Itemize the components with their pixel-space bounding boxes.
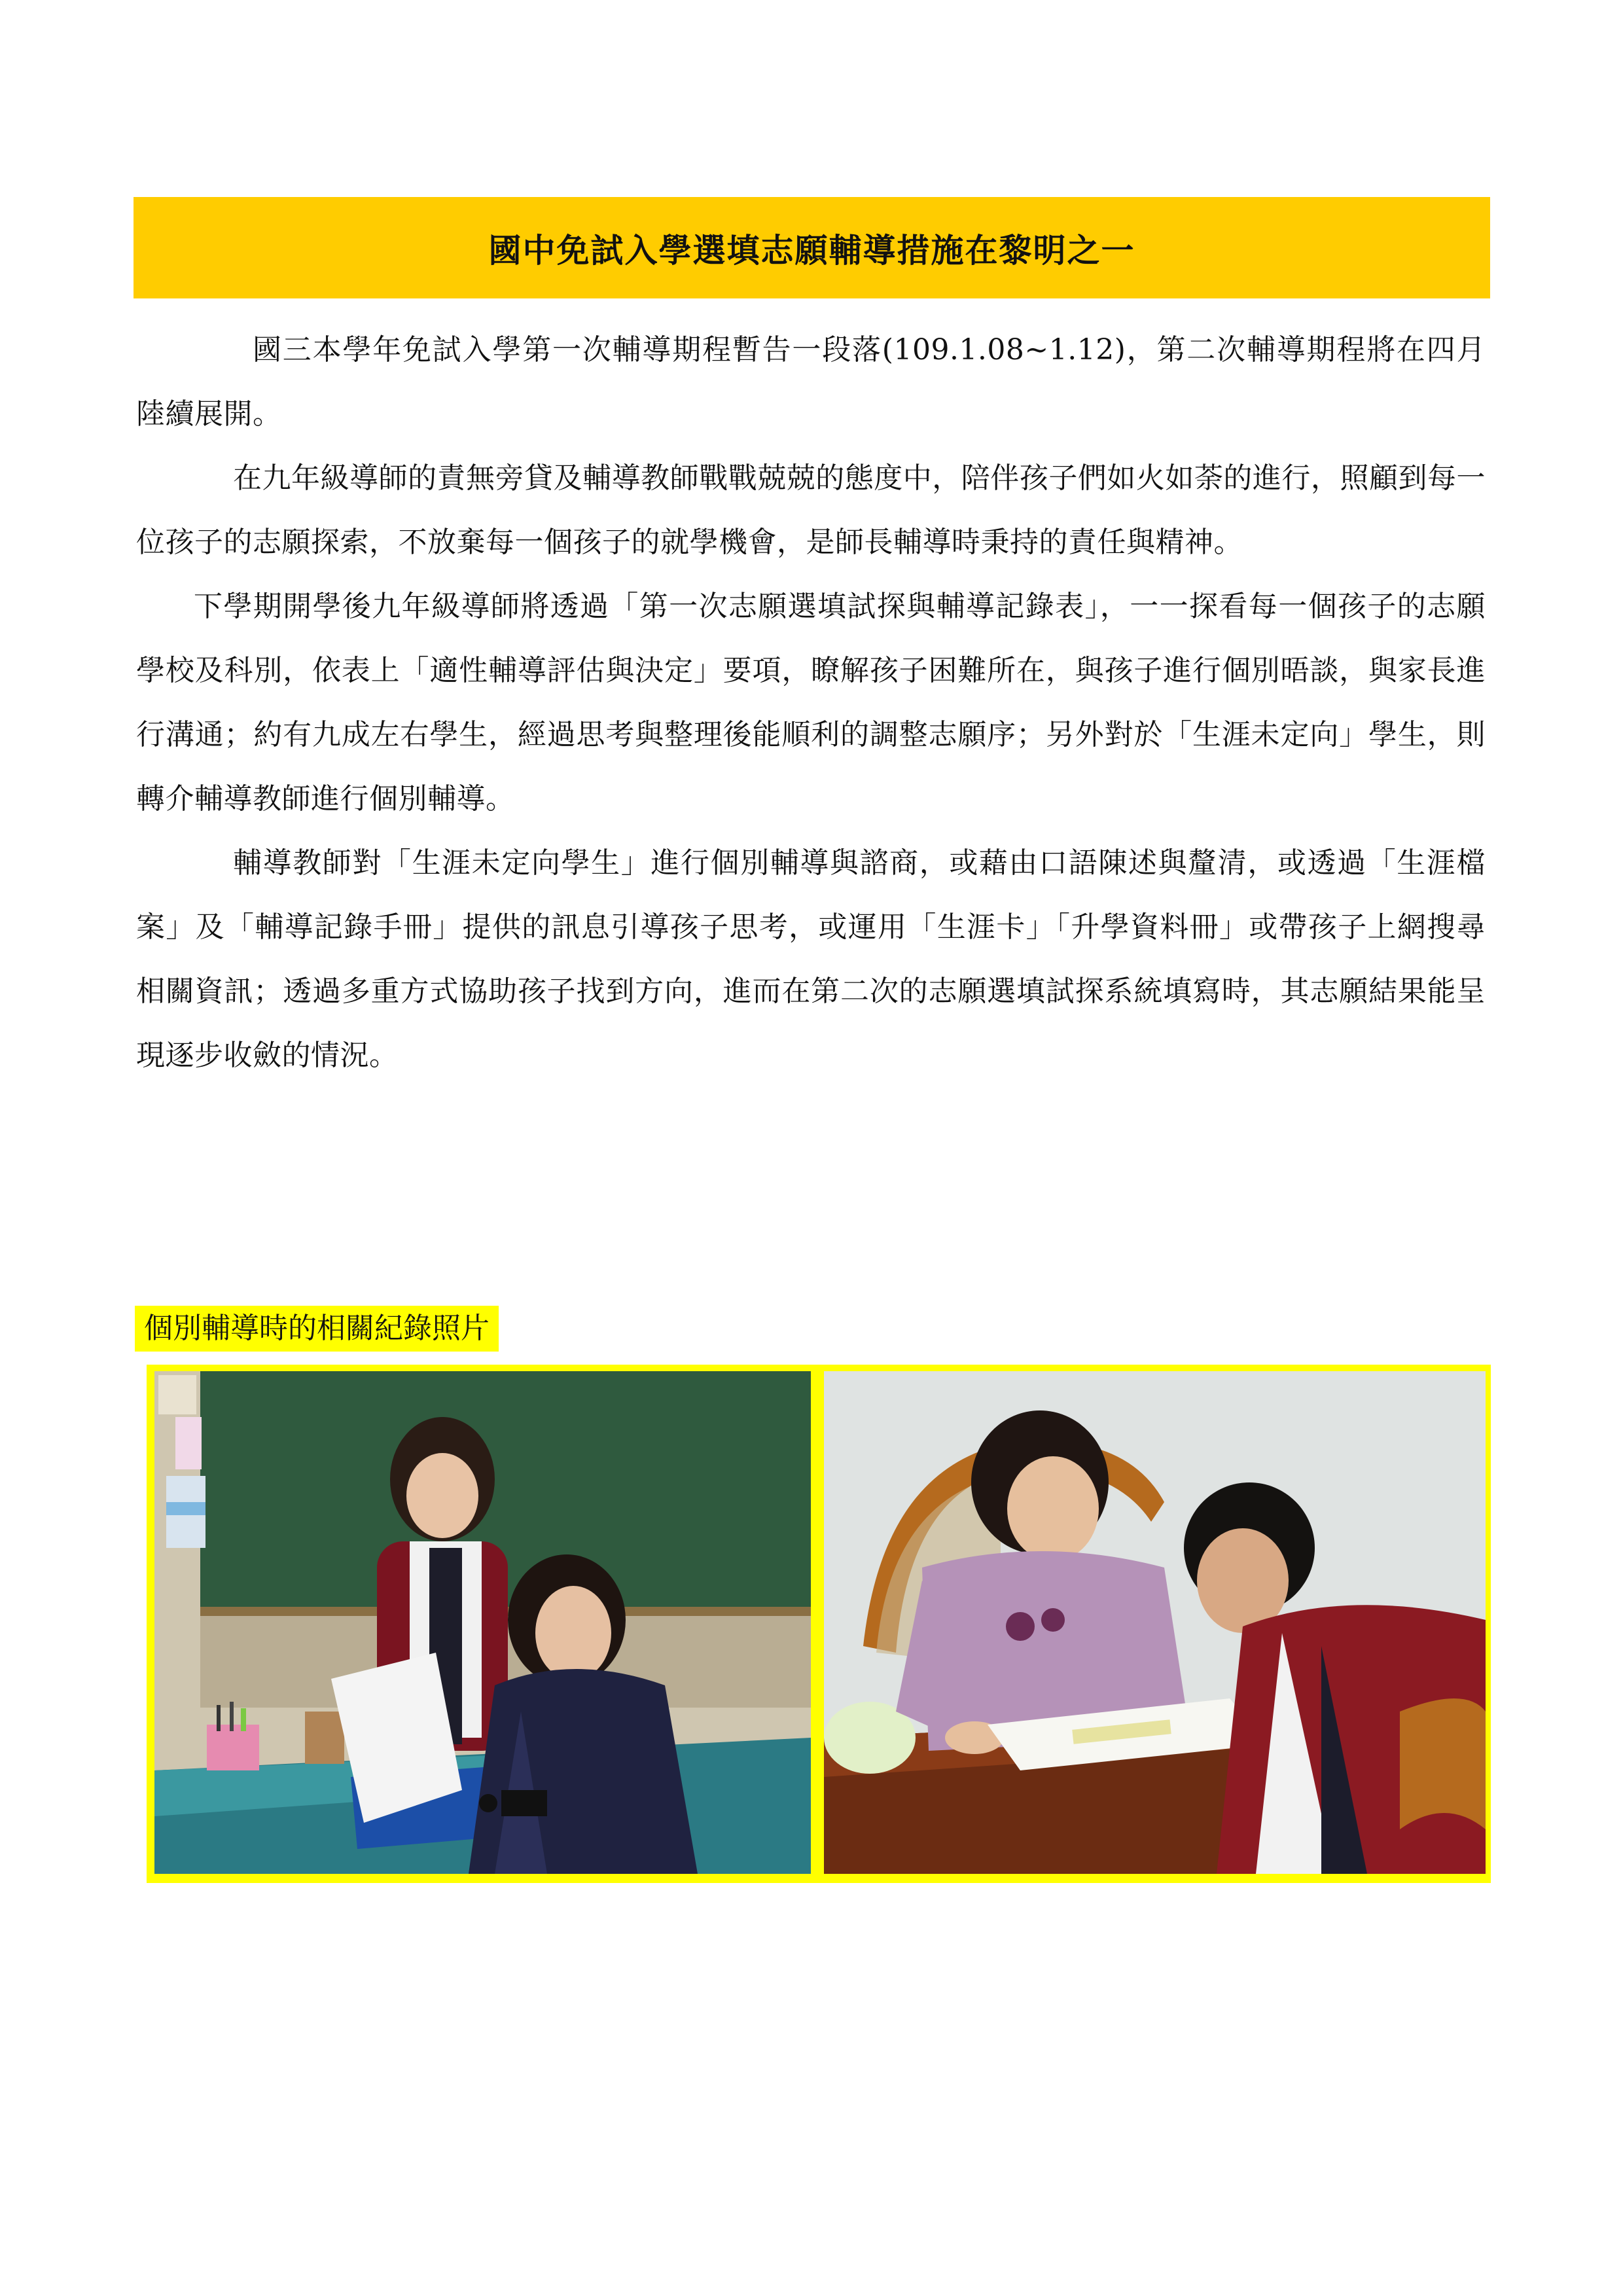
photo-desk-counseling	[824, 1371, 1486, 1874]
paragraph-1: 國三本學年免試入學第一次輔導期程暫告一段落(109.1.08~1.12)，第二次輔導期程將在四月陸續展開。	[136, 333, 1486, 431]
photo-caption-wrap	[135, 1306, 499, 1353]
paragraph-3: 下學期開學後九年級導師將透過「第一次志願選填試探與輔導記錄表」，一一探看每一個孩子的志願學校及科別，依表上「適性輔導評估與決定」要項，瞭解孩子困難所在，與孩子進行個別晤談，與家長進行溝通；約有九成左右學生，經過思考與整理後能順利的調整志願序；另外對於「生涯未定向」學生，則轉介輔導教師進行個別輔導。	[136, 590, 1486, 816]
paragraph-2: 在九年級導師的責無旁貸及輔導教師戰戰兢兢的態度中，陪伴孩子們如火如荼的進行，照顧到每一位孩子的志願探索，不放棄每一個孩子的就學機會，是師長輔導時秉持的責任與精神。	[136, 461, 1486, 559]
photo-caption: 個別輔導時的相關紀錄照片	[135, 1306, 499, 1352]
photo-classroom-counseling	[154, 1371, 811, 1874]
photo-frame	[147, 1365, 1491, 1883]
article-body	[136, 318, 1486, 1088]
page-title: 國中免試入學選填志願輔導措施在黎明之一	[488, 231, 1135, 270]
paragraph-4: 輔導教師對「生涯未定向學生」進行個別輔導與諮商，或藉由口語陳述與釐清，或透過「生涯檔案」及「輔導記錄手冊」提供的訊息引導孩子思考，或運用「生涯卡」「升學資料冊」或帶孩子上網搜尋相關資訊；透過多重方式協助孩子找到方向，進而在第二次的志願選填試探系統填寫時，其志願結果能呈現逐步收斂的情況。	[136, 846, 1486, 1072]
title-banner	[134, 197, 1490, 298]
